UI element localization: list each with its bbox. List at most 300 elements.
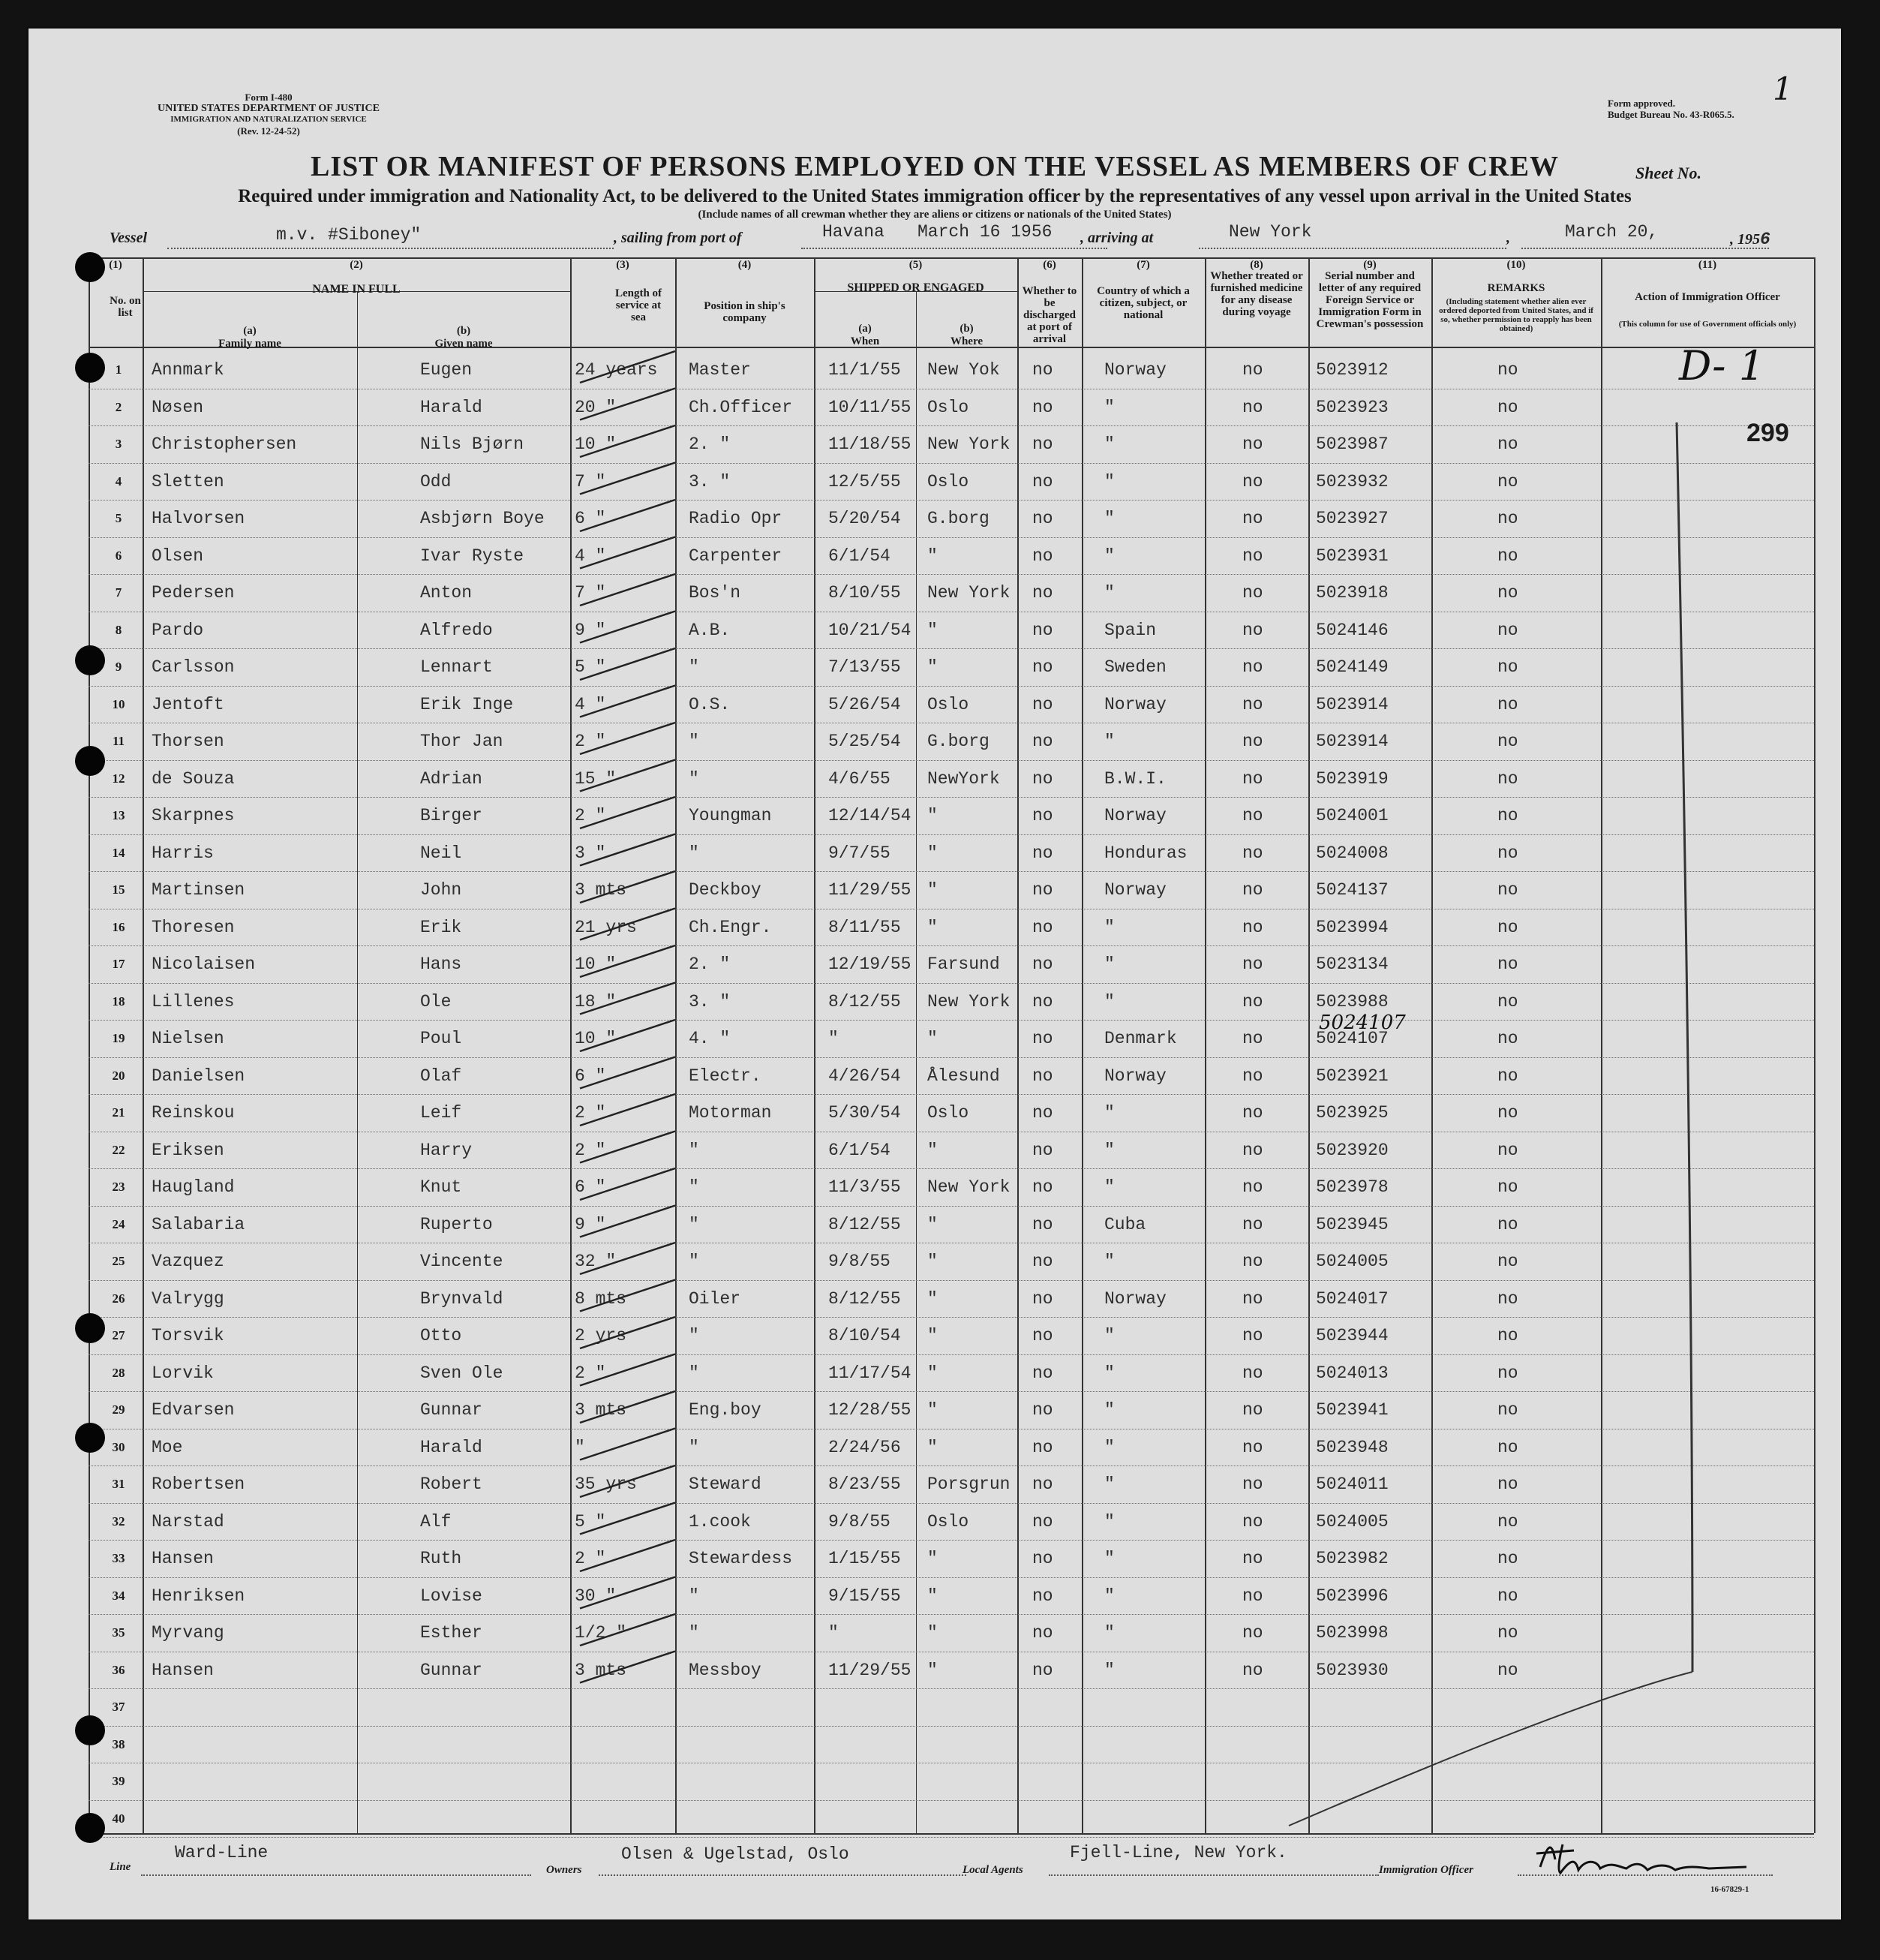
cell-given: Ruperto <box>420 1214 493 1234</box>
cell-disch: no <box>1032 397 1053 417</box>
cell-family: Skarpnes <box>152 806 235 825</box>
cell-length: 24 years <box>575 360 658 380</box>
cell-position: A.B. <box>689 620 731 640</box>
cell-family: Danielsen <box>152 1066 245 1086</box>
row-number: 3 <box>115 437 122 451</box>
row-number: 28 <box>112 1365 125 1380</box>
cell-med: no <box>1242 360 1263 380</box>
cell-where: " <box>927 1029 938 1048</box>
row-number: 10 <box>112 696 125 711</box>
cell-serial: 5023925 <box>1316 1103 1389 1123</box>
cell-position: " <box>689 768 699 789</box>
cell-disch: no <box>1032 434 1053 454</box>
cell-length: 2 " <box>575 1103 606 1123</box>
cell-length: 9 " <box>575 1214 606 1234</box>
cell-serial: 5024137 <box>1316 880 1389 900</box>
cell-length: 4 " <box>575 546 606 566</box>
cell-med: no <box>1242 917 1263 937</box>
cell-country: " <box>1104 1363 1115 1383</box>
cell-length: 5 " <box>575 657 606 677</box>
cell-med: no <box>1242 880 1263 900</box>
row-number: 23 <box>112 1180 125 1194</box>
print-code: 16-67829-1 <box>1710 1885 1749 1894</box>
cell-family: Annmark <box>152 360 224 380</box>
cell-position: Eng.boy <box>689 1400 761 1420</box>
header-discharged: Whether to be discharged at port of arrival <box>1022 285 1077 345</box>
cell-country: " <box>1104 1623 1115 1643</box>
cell-country: Norway <box>1104 360 1167 380</box>
cell-disch: no <box>1032 657 1053 677</box>
row-number: 21 <box>112 1105 125 1120</box>
cell-remarks: no <box>1497 768 1518 789</box>
row-number: 33 <box>112 1551 125 1565</box>
manifest-subtitle: Required under immigration and Nationality Act, to be delivered to the United States immigration officer by the representatives of any vessel upon arrival in the United States <box>238 186 1632 206</box>
cell-length: 5 " <box>575 1511 606 1532</box>
cell-family: Pedersen <box>152 583 235 603</box>
cell-remarks: no <box>1497 434 1518 454</box>
cell-remarks: no <box>1497 397 1518 417</box>
cell-family: Haugland <box>152 1177 235 1197</box>
cell-remarks: no <box>1497 1363 1518 1383</box>
arrival-port: New York <box>1229 222 1312 242</box>
header-family-a: (a) <box>243 325 257 337</box>
budget-bureau-number: Budget Bureau No. 43-R065.5. <box>1608 109 1734 120</box>
cell-position: Deckboy <box>689 880 761 900</box>
cell-position: Motorman <box>689 1103 772 1123</box>
col-num-1: (1) <box>109 259 122 271</box>
cell-serial: 5023994 <box>1316 917 1389 937</box>
cell-family: Nøsen <box>152 397 204 417</box>
cell-length: 2 " <box>575 806 606 825</box>
cell-country: " <box>1104 546 1115 566</box>
cell-when: 11/1/55 <box>828 360 901 380</box>
cell-remarks: no <box>1497 806 1518 825</box>
row-number: 38 <box>112 1736 125 1751</box>
cell-country: " <box>1104 471 1115 492</box>
cell-med: no <box>1242 397 1263 417</box>
cell-when: 5/30/54 <box>828 1103 901 1123</box>
owners-label: Owners <box>546 1864 582 1876</box>
cell-given: Ruth <box>420 1549 462 1568</box>
cell-serial: 5023919 <box>1316 768 1389 789</box>
cell-med: no <box>1242 471 1263 492</box>
cell-where: " <box>927 1586 938 1606</box>
cell-country: Norway <box>1104 1288 1167 1309</box>
cell-given: Nils Bjørn <box>420 434 524 454</box>
cell-when: 12/5/55 <box>828 471 901 492</box>
cell-when: 9/7/55 <box>828 843 890 863</box>
cell-serial: 5023914 <box>1316 694 1389 714</box>
cell-given: Neil <box>420 843 462 863</box>
cell-med: no <box>1242 1177 1263 1197</box>
header-country: Country of which a citizen, subject, or national <box>1097 285 1190 321</box>
cell-given: Esther <box>420 1623 482 1643</box>
serial-overwrite: 5024107 <box>1319 1012 1406 1034</box>
cell-length: 2 " <box>575 1549 606 1568</box>
cell-family: Moe <box>152 1437 183 1457</box>
cell-remarks: no <box>1497 694 1518 714</box>
row-number: 27 <box>112 1328 125 1342</box>
cell-med: no <box>1242 1400 1263 1420</box>
cell-remarks: no <box>1497 509 1518 528</box>
cell-when: 8/10/55 <box>828 583 901 603</box>
cell-disch: no <box>1032 1288 1053 1309</box>
cell-remarks: no <box>1497 917 1518 937</box>
cell-serial: 5024011 <box>1316 1475 1389 1494</box>
cell-when: 1/15/55 <box>828 1549 901 1568</box>
cell-length: 10 " <box>575 954 617 974</box>
col-num-2: (2) <box>350 259 363 271</box>
cell-country: " <box>1104 397 1115 417</box>
cell-disch: no <box>1032 1623 1053 1643</box>
sailing-from-label: , sailing from port of <box>614 230 742 246</box>
cell-remarks: no <box>1497 1511 1518 1532</box>
row-number: 8 <box>115 622 122 637</box>
cell-when: 8/12/55 <box>828 1288 901 1309</box>
vessel-name: m.v. #Siboney" <box>276 225 422 245</box>
row-number: 5 <box>115 511 122 525</box>
cell-med: no <box>1242 1437 1263 1457</box>
cell-when: 6/1/54 <box>828 1140 890 1160</box>
handwritten-d-mark: D- 1 <box>1679 342 1765 389</box>
cell-country: " <box>1104 1400 1115 1420</box>
cell-med: no <box>1242 546 1263 566</box>
cell-given: Poul <box>420 1029 462 1048</box>
cell-length: 3 mts <box>575 880 627 900</box>
cell-length: " <box>575 1437 585 1457</box>
form-number: Form I-480 <box>245 92 293 103</box>
cell-length: 9 " <box>575 620 606 640</box>
cell-length: 35 yrs <box>575 1475 637 1494</box>
cell-where: New York <box>927 583 1011 603</box>
cell-family: Salabaria <box>152 1214 245 1234</box>
cell-serial: 5024013 <box>1316 1363 1389 1383</box>
cell-length: 10 " <box>575 1029 617 1048</box>
cell-where: " <box>927 1400 938 1420</box>
cell-med: no <box>1242 1103 1263 1123</box>
row-number: 37 <box>112 1700 125 1714</box>
cell-given: Robert <box>420 1475 482 1494</box>
header-no-on-list: No. on list <box>110 295 141 319</box>
cell-disch: no <box>1032 360 1053 380</box>
cell-country: " <box>1104 583 1115 603</box>
cell-serial: 5023931 <box>1316 546 1389 566</box>
cell-where: Farsund <box>927 954 1000 974</box>
row-number: 34 <box>112 1588 125 1603</box>
cell-disch: no <box>1032 991 1053 1012</box>
cell-med: no <box>1242 1029 1263 1048</box>
cell-serial: 5023918 <box>1316 583 1389 603</box>
cell-serial: 5023988 <box>1316 991 1389 1012</box>
cell-med: no <box>1242 806 1263 825</box>
cell-when: 5/26/54 <box>828 694 901 714</box>
cell-country: Honduras <box>1104 843 1188 863</box>
row-number: 6 <box>115 548 122 563</box>
row-number: 19 <box>112 1031 125 1045</box>
cell-country: Sweden <box>1104 657 1167 677</box>
col-num-11: (11) <box>1698 259 1717 271</box>
cell-where: " <box>927 1288 938 1309</box>
cell-med: no <box>1242 1511 1263 1532</box>
cell-family: Hansen <box>152 1549 214 1568</box>
cell-med: no <box>1242 583 1263 603</box>
header-remarks-note: (Including statement whether alien ever ordered deported from United States, and if so, whether permission to reapply has been obtained) <box>1439 297 1593 333</box>
cell-when: 7/13/55 <box>828 657 901 677</box>
col-num-5: (5) <box>908 259 923 271</box>
departure-port: Havana <box>822 222 884 242</box>
cell-remarks: no <box>1497 1549 1518 1568</box>
cell-remarks: no <box>1497 546 1518 566</box>
cell-position: Radio Opr <box>689 509 782 528</box>
shipping-line: Ward-Line <box>175 1843 269 1862</box>
cell-disch: no <box>1032 768 1053 789</box>
immigration-officer-label: Immigration Officer <box>1379 1864 1473 1876</box>
cell-position: 3. " <box>689 471 731 492</box>
cell-country: Norway <box>1104 880 1167 900</box>
cell-given: John <box>420 880 462 900</box>
cell-where: " <box>927 1214 938 1234</box>
cell-country: Denmark <box>1104 1029 1177 1048</box>
row-number: 30 <box>112 1439 125 1454</box>
cell-position: Oiler <box>689 1288 741 1309</box>
cell-disch: no <box>1032 546 1053 566</box>
handwritten-page-number: 1 <box>1773 71 1793 107</box>
cell-length: 15 " <box>575 768 617 789</box>
cell-family: Halvorsen <box>152 509 245 528</box>
cell-position: Ch.Engr. <box>689 917 772 937</box>
cell-given: Odd <box>420 471 452 492</box>
cell-country: Norway <box>1104 806 1167 825</box>
officer-signature <box>1529 1837 1754 1882</box>
cell-disch: no <box>1032 620 1053 640</box>
cell-family: Lillenes <box>152 991 235 1012</box>
cell-given: Erik <box>420 917 462 937</box>
cell-country: " <box>1104 1252 1115 1271</box>
cell-family: Edvarsen <box>152 1400 235 1420</box>
cell-med: no <box>1242 1623 1263 1643</box>
cell-remarks: no <box>1497 1475 1518 1494</box>
local-agents-label: Local Agents <box>963 1864 1023 1876</box>
cell-serial: 5023978 <box>1316 1177 1389 1197</box>
cell-country: Spain <box>1104 620 1157 640</box>
cell-where: Porsgrun <box>927 1475 1011 1494</box>
cell-when: 11/3/55 <box>828 1177 901 1197</box>
cell-given: Birger <box>420 806 482 825</box>
cell-position: Electr. <box>689 1066 761 1086</box>
cell-where: " <box>927 880 938 900</box>
cell-country: Norway <box>1104 694 1167 714</box>
row-number: 31 <box>112 1477 125 1491</box>
cell-given: Hans <box>420 954 462 974</box>
cell-given: Eugen <box>420 360 473 380</box>
cell-length: 1/2 " <box>575 1623 627 1643</box>
cell-given: Harald <box>420 1437 482 1457</box>
cell-given: Asbjørn Boye <box>420 509 545 528</box>
header-serial-number: Serial number and letter of any required Foreign Service or Immigration Form in Crewman's possession <box>1316 270 1424 330</box>
header-given-b: (b) <box>456 325 471 337</box>
cell-length: 21 yrs <box>575 917 637 937</box>
manifest-title: LIST OR MANIFEST OF PERSONS EMPLOYED ON THE VESSEL AS MEMBERS OF CREW <box>311 151 1559 182</box>
cell-serial: 5024008 <box>1316 843 1389 863</box>
cell-position: " <box>689 843 699 863</box>
cell-serial: 5023998 <box>1316 1623 1389 1643</box>
col-num-4: (4) <box>737 259 752 271</box>
cell-med: no <box>1242 694 1263 714</box>
cell-country: B.W.I. <box>1104 768 1167 789</box>
cell-when: 11/18/55 <box>828 434 911 454</box>
cell-disch: no <box>1032 954 1053 974</box>
cell-where: Oslo <box>927 1103 969 1123</box>
cell-remarks: no <box>1497 583 1518 603</box>
cell-serial: 5023930 <box>1316 1660 1389 1680</box>
cell-serial: 5023941 <box>1316 1400 1389 1420</box>
cell-country: " <box>1104 1475 1115 1494</box>
cell-position: " <box>689 1623 699 1643</box>
cell-where: New York <box>927 1177 1011 1197</box>
cell-given: Anton <box>420 583 473 603</box>
cell-disch: no <box>1032 1475 1053 1494</box>
row-number: 17 <box>112 957 125 971</box>
cell-remarks: no <box>1497 1140 1518 1160</box>
cell-family: Lorvik <box>152 1363 214 1383</box>
cell-family: Robertsen <box>152 1475 245 1494</box>
cell-where: " <box>927 1363 938 1383</box>
cell-disch: no <box>1032 806 1053 825</box>
cell-where: Oslo <box>927 397 969 417</box>
cell-when: 6/1/54 <box>828 546 890 566</box>
cell-country: " <box>1104 1660 1115 1680</box>
cell-when: 8/23/55 <box>828 1475 901 1494</box>
row-number: 7 <box>115 585 122 600</box>
cell-remarks: no <box>1497 1623 1518 1643</box>
cell-med: no <box>1242 657 1263 677</box>
cell-med: no <box>1242 509 1263 528</box>
cell-serial: 5023923 <box>1316 397 1389 417</box>
cell-family: Olsen <box>152 546 204 566</box>
cell-serial: 5023944 <box>1316 1326 1389 1345</box>
row-number: 13 <box>112 808 125 822</box>
cell-where: " <box>927 620 938 640</box>
cell-serial: 5023996 <box>1316 1586 1389 1606</box>
header-action: Action of Immigration Officer <box>1635 291 1780 303</box>
cell-position: " <box>689 1140 699 1160</box>
cell-remarks: no <box>1497 1326 1518 1345</box>
manifest-page: Form I-480 UNITED STATES DEPARTMENT OF JUSTICE IMMIGRATION AND NATURALIZATION SERVICE (Rev. 12-24-52) Form approved. Budget Bureau No. 43-R065.5. 1 LIST OR MANIFEST OF PERSONS EMPLOYED ON THE VESSEL AS MEMBERS OF CREW Sheet No. Required under immigration and Nationality Act, to be delivered to the United States immigration officer by the representatives of any vessel upon arrival in the United States (Include names of all crewman whether they are aliens or citizens or nationals of the United States) Vessel m.v. #Siboney" , sailing from port of Havana March 16 1956 , arriving at New York , March 20, , 1956 (1) (2) (3) (4) (5) (6) (7) (8) (9) (10) (11) No. on list NAME IN FULL (a) Family name (b) Given name Length of service at sea Position in ship's company SHIPPED OR ENGAGED (a) When (b) Where Whether to be discharged at port of arrival Country of which a citizen, subject, or national Whether treated or furnished medicine for any disease during voyage Serial number and letter of any required Foreign Service or Immigration Form in Crewman's possession REMARKS (Including statement whether alien ever ordered deported from United States, and if so, whether permission to reapply has been obtained) Action of Immigration Officer (This column for use of Government officials only) 1 Annmark Eugen 24 years Master 11/1/55 New Yok no Norway no 5023912 no 2 Nøsen Harald 20 " Ch.Officer 10/11/55 Oslo no " no 5023923 no 3 Christophersen Nils Bjørn 10 " 2. " 11/18/55 New York no " no 5023987 no 4 Sletten Odd 7 " 3. " 12/5/55 Oslo no " no 5023932 no 5 Halvorsen Asbjørn Boye 6 " Radio Opr 5/20/54 G.borg no " no 5023927 no 6 Olsen Ivar Ryste 4 " Carpenter 6/1/54 " no " no 5023931 no 7 Pedersen Anton 7 " Bos'n 8/10/55 New York no " no 5023918 no 8 Pardo Alfredo 9 " A.B. 10/21/54 " no Spain no 5024146 no 9 Carlsson Lennart 5 " " 7/13/55 " no Sweden no 5024149 no 10 Jentoft Erik Inge 4 " O.S. 5/26/54 Oslo no Norway no 5023914 no 11 Thorsen Thor Jan 2 " " 5/25/54 G.borg no " no 5023914 no 12 de Souza Adrian 15 " " 4/6/55 NewYork no B.W.I. no 5023919 no 13 Skarpnes Birger 2 " Youngman 12/14/54 " no Norway no 5024001 no 14 Harris Neil 3 " " 9/7/55 " no Honduras no 5024008 no 15 Martinsen John 3 mts Deckboy 11/29/55 " no Norway no 5024137 no 16 Thoresen Erik 21 yrs Ch.Engr. 8/11/55 " no " no 5023994 no 17 Nicolaisen Hans 10 " 2. " 12/19/55 Farsund no " no 5023134 no 18 Lillenes Ole 18 " 3. " 8/12/55 New York no " no 5023988 no 19 Nielsen Poul 10 " 4. " " " no Denmark no 5024107 no 20 Danielsen Olaf 6 " Electr. 4/26/54 Ålesund no Norway no 5023921 no 21 Reinskou Leif 2 " Motorman 5/30/54 Oslo no " no 5023925 no 22 Eriksen Harry 2 " " 6/1/54 " no " no 5023920 no 23 Haugland Knut 6 " " 11/3/55 New York no " no 5023978 no 24 Salabaria Ruperto 9 " " 8/12/55 " no Cuba no 5023945 no 25 Vazquez Vincente 32 " " 9/8/55 " no " no 5024005 no 26 Valrygg Brynvald 8 mts Oiler 8/12/55 " no Norway no 5024017 no 27 Torsvik Otto 2 yrs " 8/10/54 " no " no 5023944 no 28 Lorvik Sven Ole 2 " " 11/17/54 " no " no 5024013 no 29 Edvarsen Gunnar 3 mts Eng.boy 12/28/55 " no " no 5023941 no 30 Moe Harald " " 2/24/56 " no " no 5023948 no 31 Robertsen Robert 35 yrs Steward 8/23/55 Porsgrun no " no 5024011 no 32 Narstad Alf 5 " 1.cook 9/8/55 Oslo no " no 5024005 no 33 Hansen Ruth 2 " Stewardess 1/15/55 " no " no 5023982 no 34 Henriksen Lovise 30 " " 9/15/55 " no " no 5023996 no 35 Myrvang Esther 1/2 " " " " no " no 5023998 no 36 Hansen Gunnar 3 mts Messboy 11/29/55 " no " no 5023930 no 37 38 39 40 D- 1 299 5024107 Line Ward-Line Owners Olsen & Ugelstad, Oslo Local Agents Fjell-Line, New York. Immigration Officer 16-67829-1 <box>29 29 1841 1919</box>
cell-given: Otto <box>420 1326 462 1345</box>
header-position: Position in ship's company <box>704 300 785 324</box>
cell-where: Oslo <box>927 694 969 714</box>
cell-remarks: no <box>1497 1660 1518 1680</box>
cell-family: Harris <box>152 843 214 863</box>
row-number: 20 <box>112 1068 125 1083</box>
cell-position: 4. " <box>689 1029 731 1048</box>
cell-serial: 5023932 <box>1316 471 1389 492</box>
header-remarks: REMARKS <box>1487 282 1545 294</box>
cell-family: Christophersen <box>152 434 297 454</box>
cell-remarks: no <box>1497 1586 1518 1606</box>
cell-when: 8/11/55 <box>828 917 901 937</box>
cell-given: Harry <box>420 1140 473 1160</box>
cell-given: Harald <box>420 397 482 417</box>
cell-where: " <box>927 1326 938 1345</box>
cell-when: " <box>828 1029 839 1048</box>
header-where: Where <box>950 335 984 347</box>
cell-position: 2. " <box>689 434 731 454</box>
cell-position: 1.cook <box>689 1511 751 1532</box>
cell-serial: 5023948 <box>1316 1437 1389 1457</box>
cell-disch: no <box>1032 1140 1053 1160</box>
cell-where: " <box>927 917 938 937</box>
row-number: 39 <box>112 1774 125 1788</box>
row-number: 18 <box>112 994 125 1009</box>
cell-where: G.borg <box>927 509 990 528</box>
cell-when: 8/10/54 <box>828 1326 901 1345</box>
cell-where: Oslo <box>927 471 969 492</box>
cell-family: Narstad <box>152 1511 224 1532</box>
cell-given: Ivar Ryste <box>420 546 524 566</box>
cell-disch: no <box>1032 1586 1053 1606</box>
cell-when: 11/17/54 <box>828 1363 911 1383</box>
cell-country: Cuba <box>1104 1214 1146 1234</box>
cell-disch: no <box>1032 1660 1053 1680</box>
cell-family: Martinsen <box>152 880 245 900</box>
row-number: 24 <box>112 1216 125 1231</box>
cell-disch: no <box>1032 1177 1053 1197</box>
cell-family: Reinskou <box>152 1103 235 1123</box>
cell-serial: 5023982 <box>1316 1549 1389 1568</box>
cell-serial: 5024149 <box>1316 657 1389 677</box>
cell-serial: 5023987 <box>1316 434 1389 454</box>
cell-when: 9/8/55 <box>828 1511 890 1532</box>
cell-family: Myrvang <box>152 1623 224 1643</box>
cell-family: Vazquez <box>152 1252 224 1271</box>
cell-given: Gunnar <box>420 1400 482 1420</box>
cell-given: Brynvald <box>420 1288 503 1309</box>
cell-given: Gunnar <box>420 1660 482 1680</box>
cell-position: Ch.Officer <box>689 397 793 417</box>
cell-country: " <box>1104 1103 1115 1123</box>
cell-disch: no <box>1032 509 1053 528</box>
header-length-of-service: Length of service at sea <box>614 287 662 323</box>
header-given-name: Given name <box>434 338 493 350</box>
cell-length: 7 " <box>575 471 606 492</box>
cell-med: no <box>1242 991 1263 1012</box>
department-name: UNITED STATES DEPARTMENT OF JUSTICE <box>158 103 380 114</box>
cell-where: " <box>927 546 938 566</box>
cell-disch: no <box>1032 1400 1053 1420</box>
cell-country: " <box>1104 1549 1115 1568</box>
cell-length: 2 " <box>575 732 606 751</box>
cell-length: 2 " <box>575 1363 606 1383</box>
cell-disch: no <box>1032 1252 1053 1271</box>
cell-med: no <box>1242 1066 1263 1086</box>
cell-where: " <box>927 1252 938 1271</box>
cell-family: Pardo <box>152 620 204 640</box>
cell-disch: no <box>1032 1029 1053 1048</box>
cell-remarks: no <box>1497 360 1518 380</box>
cell-length: 6 " <box>575 1066 606 1086</box>
cell-country: " <box>1104 1177 1115 1197</box>
cell-serial: 5024146 <box>1316 620 1389 640</box>
cell-position: " <box>689 1586 699 1606</box>
cell-family: Valrygg <box>152 1288 224 1309</box>
cell-family: Hansen <box>152 1660 214 1680</box>
cell-when: 9/15/55 <box>828 1586 901 1606</box>
cell-position: Youngman <box>689 806 772 825</box>
row-number: 4 <box>115 473 122 488</box>
cell-length: 3 mts <box>575 1660 627 1680</box>
cell-given: Lovise <box>420 1586 482 1606</box>
